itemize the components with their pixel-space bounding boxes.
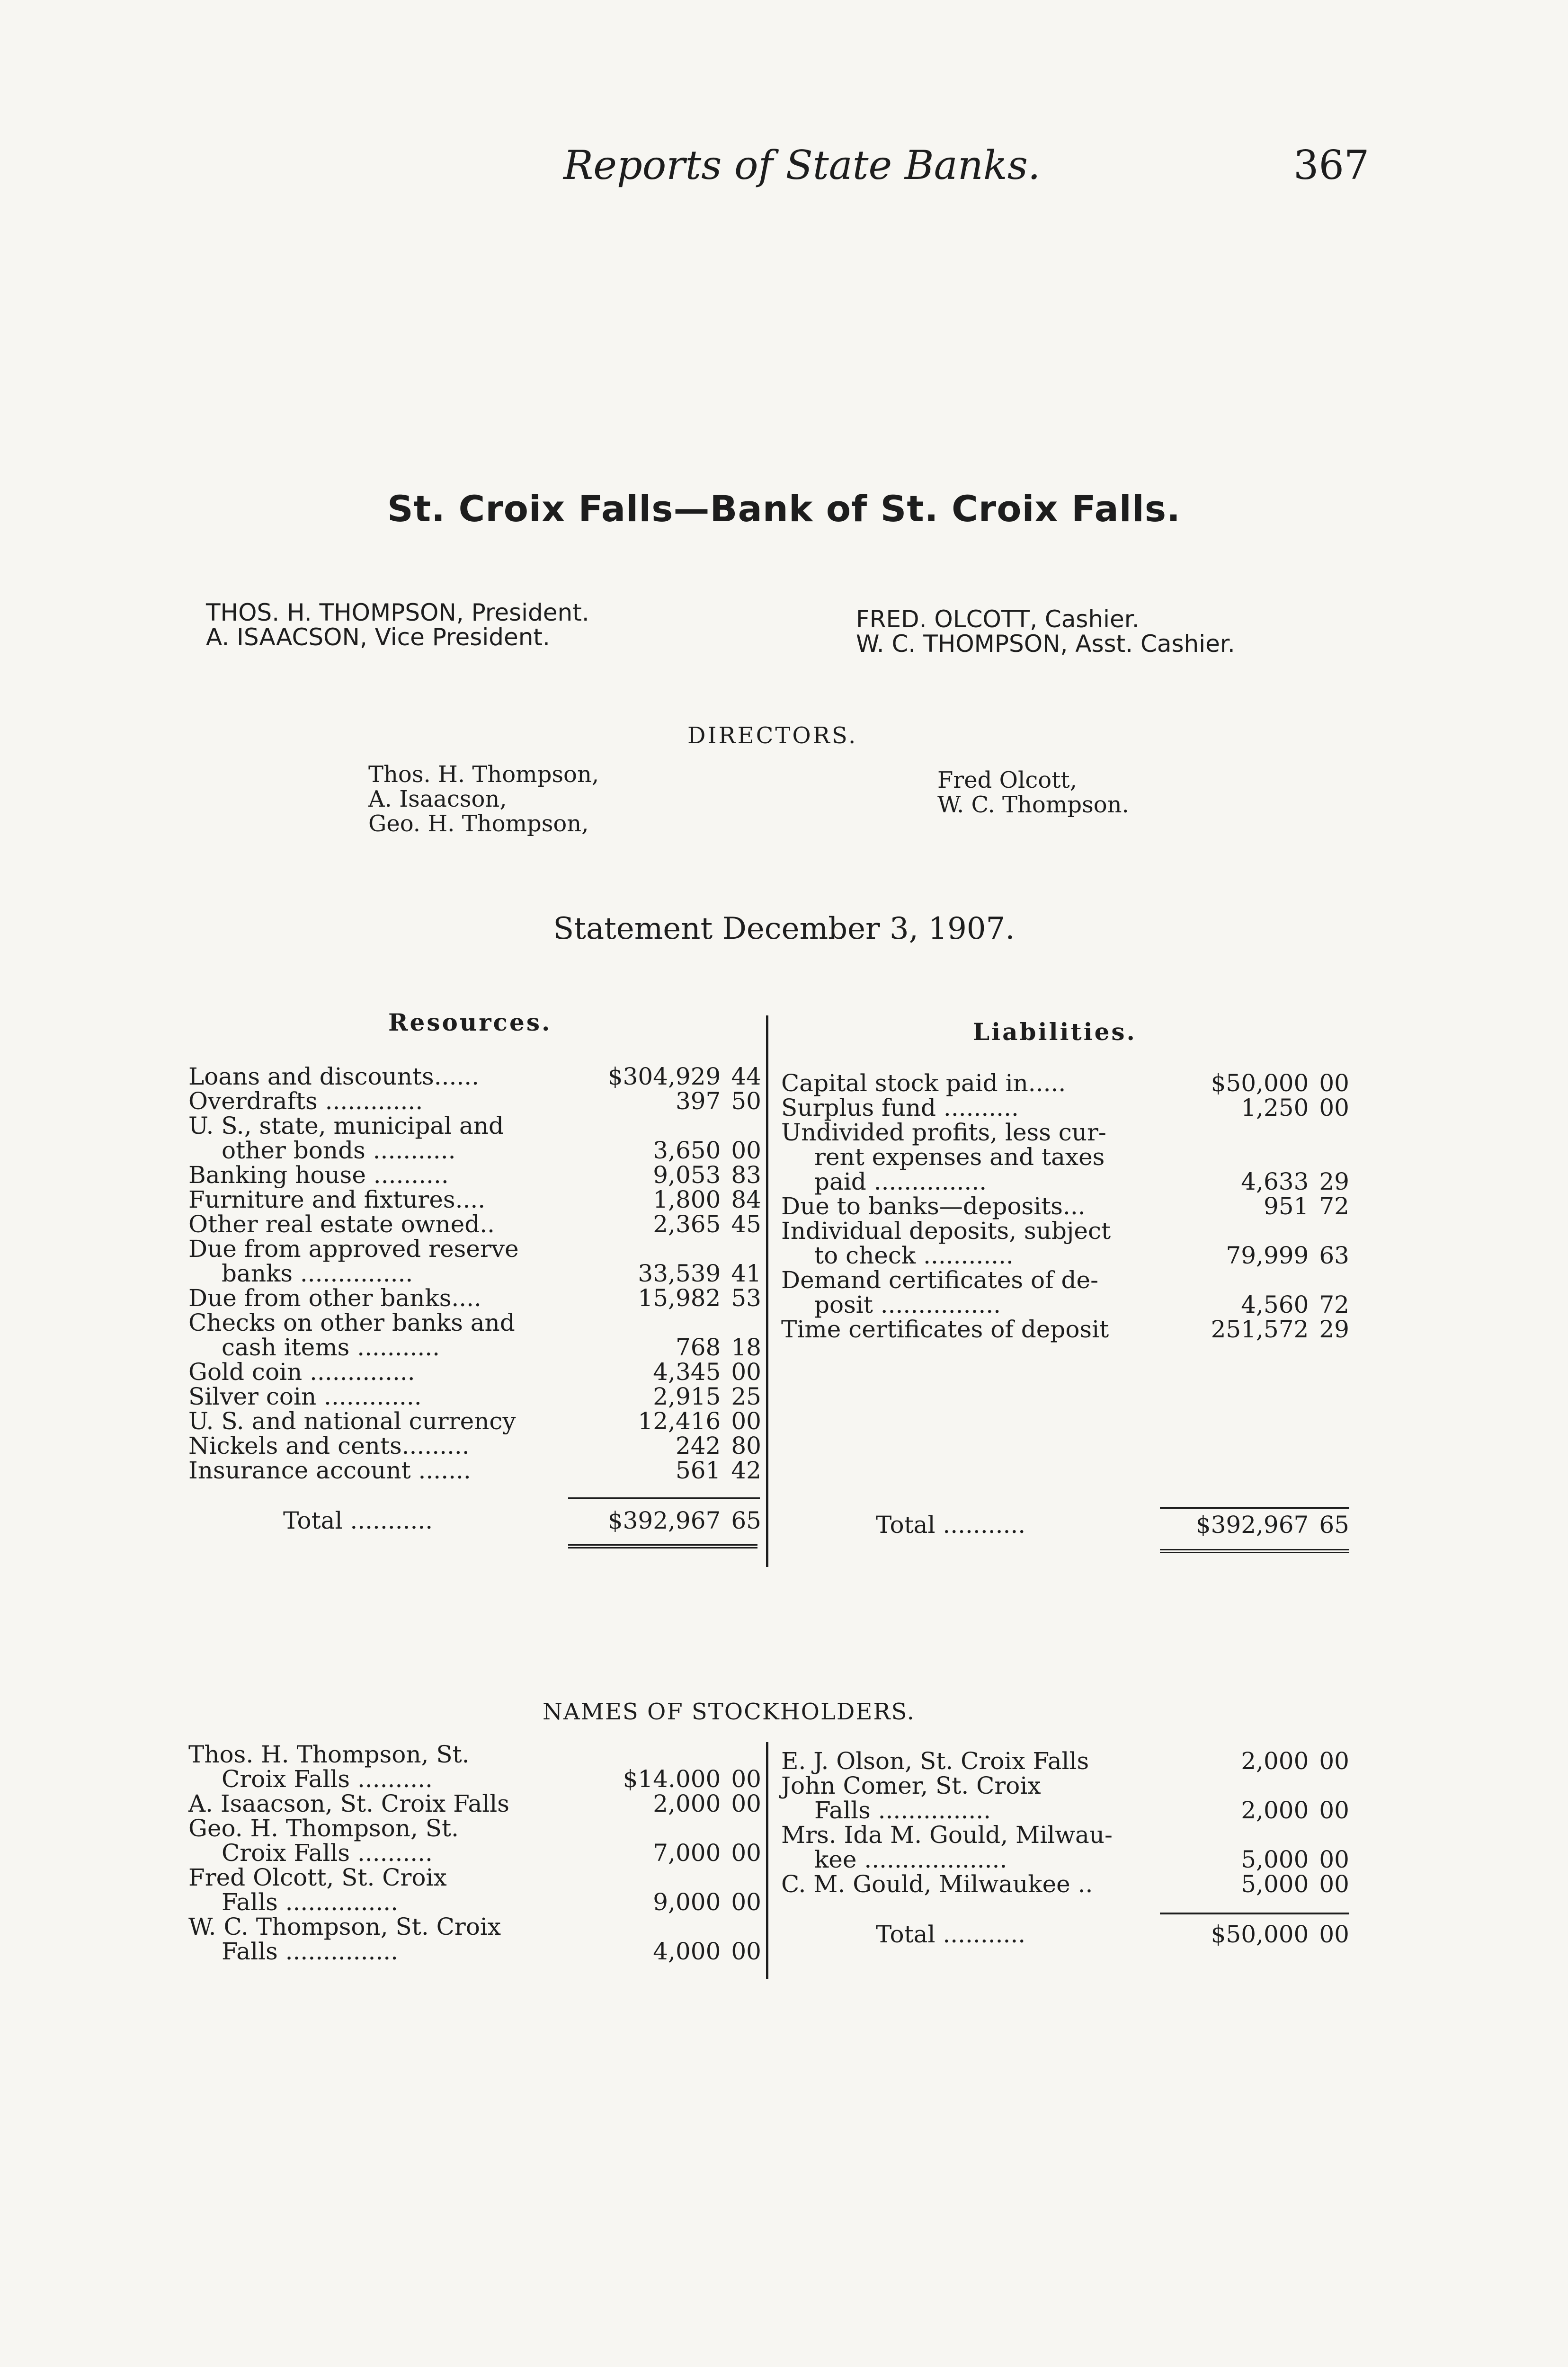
row-cents: 00 (731, 1358, 761, 1386)
row-label: Mrs. Ida M. Gould, Milwau- (781, 1821, 1113, 1849)
row-label: Loans and discounts...... (188, 1063, 480, 1090)
row-dollars: 561 (675, 1457, 721, 1484)
table-row (188, 1458, 761, 1483)
table-row (781, 1071, 1349, 1095)
row-dollars: 2,000 (653, 1790, 721, 1817)
row-dollars (597, 1742, 721, 1767)
row-label: Time certificates of deposit (781, 1316, 1109, 1343)
officer-asst-cashier: W. C. THOMPSON, Asst. Cashier. (856, 630, 1235, 658)
table-row (781, 1194, 1349, 1219)
row-label: Overdrafts ............. (188, 1087, 423, 1115)
officer-cashier: FRED. OLCOTT, Cashier. (856, 605, 1140, 633)
row-cents: 44 (731, 1063, 761, 1090)
stockholders-left-table (188, 1742, 761, 1964)
row-label: Croix Falls .......... (222, 1765, 433, 1793)
row-dollars (597, 1816, 721, 1841)
row-cents (721, 1742, 761, 1767)
table-row (188, 1742, 761, 1767)
total-cents: 65 (731, 1507, 761, 1534)
row-dollars (1185, 1219, 1309, 1243)
row-label: Due from other banks.... (188, 1284, 481, 1312)
row-label: John Comer, St. Croix (781, 1772, 1041, 1799)
row-dollars: 2,000 (1241, 1797, 1309, 1824)
row-cents (721, 1237, 761, 1261)
row-label: Falls ............... (222, 1938, 399, 1965)
table-row (781, 1773, 1349, 1798)
row-label: Banking house .......... (188, 1161, 449, 1189)
row-label: Geo. H. Thompson, St. (188, 1815, 459, 1842)
total-cents: 00 (1319, 1921, 1349, 1948)
row-cents (721, 1310, 761, 1335)
row-label: Demand certificates of de- (781, 1266, 1098, 1294)
row-label: Due to banks—deposits... (781, 1192, 1086, 1220)
table-row (188, 1816, 761, 1841)
row-label: to check ............ (814, 1242, 1014, 1269)
total-row (781, 1513, 1349, 1537)
row-label: Undivided profits, less cur- (781, 1119, 1106, 1146)
total-row (781, 1922, 1349, 1947)
row-dollars (1185, 1773, 1309, 1798)
row-cents: 00 (1319, 1069, 1349, 1097)
row-dollars (1185, 1268, 1309, 1292)
liabilities-total (781, 1513, 1349, 1537)
row-dollars: 4,560 (1241, 1291, 1309, 1318)
row-cents (1309, 1145, 1349, 1169)
row-label: Surplus fund .......... (781, 1094, 1019, 1121)
row-cents: 25 (731, 1383, 761, 1410)
row-cents: 00 (731, 1407, 761, 1435)
row-label: W. C. Thompson, St. Croix (188, 1913, 501, 1940)
table-row (188, 1841, 761, 1865)
column-divider (766, 1015, 768, 1567)
row-dollars: 79,999 (1226, 1242, 1309, 1269)
row-dollars: 4,000 (653, 1938, 721, 1965)
table-row (781, 1292, 1349, 1317)
row-cents: 00 (731, 1938, 761, 1965)
table-row (188, 1384, 761, 1409)
row-cents: 42 (731, 1457, 761, 1484)
row-label: C. M. Gould, Milwaukee .. (781, 1870, 1093, 1898)
director-name: Fred Olcott, (937, 767, 1077, 793)
row-label: cash items ........... (222, 1334, 440, 1361)
row-label: Gold coin .............. (188, 1358, 415, 1386)
director-name: Thos. H. Thompson, (368, 761, 599, 788)
table-row (781, 1749, 1349, 1773)
row-label: Furniture and fixtures.... (188, 1186, 486, 1213)
statement-title: Statement December 3, 1907. (553, 911, 1015, 946)
stockholders-divider (766, 1742, 768, 1979)
table-row (188, 1261, 761, 1286)
total-label: Total ........... (876, 1511, 1026, 1539)
table-row (188, 1409, 761, 1433)
row-label: A. Isaacson, St. Croix Falls (188, 1790, 509, 1817)
liabilities-table (781, 1071, 1349, 1342)
row-label: rent expenses and taxes (814, 1143, 1105, 1171)
row-cents (721, 1865, 761, 1890)
stockholders-sum-rule (1160, 1913, 1349, 1914)
row-label: Fred Olcott, St. Croix (188, 1864, 447, 1891)
officer-vice-president: A. ISAACSON, Vice President. (206, 623, 550, 651)
director-name: Geo. H. Thompson, (368, 810, 589, 837)
row-dollars: 2,000 (1241, 1747, 1309, 1775)
row-dollars: 951 (1263, 1192, 1309, 1220)
row-cents: 00 (1319, 1846, 1349, 1873)
table-row (781, 1145, 1349, 1169)
table-row (188, 1360, 761, 1384)
total-cents: 65 (1319, 1511, 1349, 1539)
row-cents: 00 (1319, 1797, 1349, 1824)
row-dollars: 7,000 (653, 1839, 721, 1867)
table-row (188, 1767, 761, 1791)
liabilities-sum-rule (1160, 1507, 1349, 1509)
row-cents: 41 (731, 1260, 761, 1287)
row-dollars (1185, 1823, 1309, 1847)
row-cents: 00 (731, 1137, 761, 1164)
table-row (188, 1310, 761, 1335)
liabilities-double-rule (1160, 1549, 1349, 1553)
table-row (781, 1847, 1349, 1872)
row-dollars (597, 1310, 721, 1335)
row-cents: 00 (1319, 1870, 1349, 1898)
row-dollars (1185, 1145, 1309, 1169)
table-row (188, 1237, 761, 1261)
row-label: kee ................... (814, 1846, 1007, 1873)
row-cents (1309, 1219, 1349, 1243)
officers-left (206, 600, 589, 650)
director-name: A. Isaacson, (368, 786, 507, 812)
director-name: W. C. Thompson. (937, 792, 1129, 818)
row-label: paid ............... (814, 1168, 987, 1195)
row-cents (721, 1914, 761, 1939)
table-row (781, 1120, 1349, 1145)
row-cents (1309, 1823, 1349, 1847)
row-cents: 00 (731, 1888, 761, 1916)
table-row (781, 1872, 1349, 1896)
table-row (188, 1791, 761, 1816)
row-dollars: 9,053 (653, 1161, 721, 1189)
row-dollars (597, 1865, 721, 1890)
total-label: Total ........... (283, 1507, 433, 1534)
officer-president: THOS. H. THOMPSON, President. (206, 599, 589, 626)
table-row (188, 1865, 761, 1890)
table-row (188, 1890, 761, 1914)
row-label: U. S., state, municipal and (188, 1112, 504, 1139)
directors-right (937, 768, 1129, 817)
row-dollars: 5,000 (1241, 1846, 1309, 1873)
stockholders-right-table (781, 1749, 1349, 1896)
row-dollars: 251,572 (1211, 1316, 1309, 1343)
row-label: other bonds ........... (222, 1137, 456, 1164)
row-dollars: 242 (675, 1432, 721, 1459)
row-label: E. J. Olson, St. Croix Falls (781, 1747, 1089, 1775)
resources-total (188, 1508, 761, 1533)
row-label: Silver coin ............. (188, 1383, 422, 1410)
row-cents: 84 (731, 1186, 761, 1213)
row-cents (721, 1113, 761, 1138)
row-label: Insurance account ....... (188, 1457, 471, 1484)
table-row (188, 1163, 761, 1187)
liabilities-heading: Liabilities. (973, 1018, 1137, 1046)
directors-left (368, 762, 599, 836)
row-label: Falls ............... (222, 1888, 399, 1916)
row-label: Checks on other banks and (188, 1309, 515, 1336)
table-row (781, 1219, 1349, 1243)
table-row (188, 1335, 761, 1360)
row-cents (1309, 1773, 1349, 1798)
stockholders-heading: NAMES OF STOCKHOLDERS. (543, 1699, 915, 1725)
total-dollars: $50,000 (1211, 1921, 1309, 1948)
table-row (781, 1823, 1349, 1847)
table-row (781, 1243, 1349, 1268)
resources-table (188, 1064, 761, 1483)
row-cents: 18 (731, 1334, 761, 1361)
row-cents (721, 1816, 761, 1841)
row-dollars: 4,345 (653, 1358, 721, 1386)
row-dollars: 3,650 (653, 1137, 721, 1164)
row-cents: 00 (1319, 1747, 1349, 1775)
row-cents: 00 (1319, 1094, 1349, 1121)
row-dollars: 4,633 (1241, 1168, 1309, 1195)
row-label: Nickels and cents......... (188, 1432, 470, 1459)
row-dollars: 2,365 (653, 1210, 721, 1238)
row-dollars: 5,000 (1241, 1870, 1309, 1898)
row-dollars (597, 1113, 721, 1138)
table-row (188, 1939, 761, 1964)
row-dollars (597, 1237, 721, 1261)
row-dollars (1185, 1120, 1309, 1145)
row-label: Croix Falls .......... (222, 1839, 433, 1867)
bank-title: St. Croix Falls—Bank of St. Croix Falls. (387, 488, 1181, 530)
table-row (188, 1089, 761, 1113)
row-dollars: $14.000 (623, 1765, 721, 1793)
row-dollars: $304,929 (607, 1063, 721, 1090)
row-dollars: 768 (675, 1334, 721, 1361)
row-cents: 00 (731, 1790, 761, 1817)
row-dollars: 33,539 (638, 1260, 721, 1287)
row-cents: 53 (731, 1284, 761, 1312)
page-number: 367 (1293, 142, 1370, 188)
row-label: banks ............... (222, 1260, 413, 1287)
row-label: Other real estate owned.. (188, 1210, 495, 1238)
resources-heading: Resources. (388, 1008, 552, 1036)
row-dollars: $50,000 (1211, 1069, 1309, 1097)
row-cents: 80 (731, 1432, 761, 1459)
row-label: U. S. and national currency (188, 1407, 516, 1435)
row-cents (1309, 1268, 1349, 1292)
row-cents: 63 (1319, 1242, 1349, 1269)
stockholders-total (781, 1922, 1349, 1947)
row-label: Thos. H. Thompson, St. (188, 1741, 470, 1768)
table-row (781, 1798, 1349, 1823)
row-cents: 72 (1319, 1192, 1349, 1220)
table-row (188, 1138, 761, 1163)
table-row (781, 1095, 1349, 1120)
table-row (188, 1286, 761, 1310)
total-label: Total ........... (876, 1921, 1026, 1948)
table-row (781, 1169, 1349, 1194)
table-row (188, 1433, 761, 1458)
table-row (188, 1212, 761, 1237)
row-cents: 83 (731, 1161, 761, 1189)
row-cents (1309, 1120, 1349, 1145)
directors-heading: DIRECTORS. (687, 722, 858, 749)
table-row (188, 1187, 761, 1212)
row-cents: 29 (1319, 1316, 1349, 1343)
row-dollars: 12,416 (638, 1407, 721, 1435)
row-dollars: 1,800 (653, 1186, 721, 1213)
row-label: Falls ............... (814, 1797, 991, 1824)
row-label: Individual deposits, subject (781, 1217, 1111, 1245)
resources-double-rule (568, 1544, 757, 1548)
row-dollars: 1,250 (1241, 1094, 1309, 1121)
row-label: posit ................ (814, 1291, 1001, 1318)
row-label: Capital stock paid in..... (781, 1069, 1066, 1097)
row-cents: 00 (731, 1839, 761, 1867)
officers-right (856, 607, 1235, 656)
table-row (781, 1317, 1349, 1342)
row-cents: 50 (731, 1087, 761, 1115)
running-title: Reports of State Banks. (563, 142, 1041, 188)
row-cents: 29 (1319, 1168, 1349, 1195)
table-row (188, 1064, 761, 1089)
row-dollars: 15,982 (638, 1284, 721, 1312)
row-dollars (597, 1914, 721, 1939)
table-row (781, 1268, 1349, 1292)
row-cents: 45 (731, 1210, 761, 1238)
row-label: Due from approved reserve (188, 1235, 519, 1263)
row-dollars: 9,000 (653, 1888, 721, 1916)
resources-sum-rule (568, 1497, 760, 1499)
row-cents: 00 (731, 1765, 761, 1793)
table-row (188, 1113, 761, 1138)
total-dollars: $392,967 (1195, 1511, 1309, 1539)
row-dollars: 2,915 (653, 1383, 721, 1410)
total-row (188, 1508, 761, 1533)
row-dollars: 397 (675, 1087, 721, 1115)
row-cents: 72 (1319, 1291, 1349, 1318)
table-row (188, 1914, 761, 1939)
total-dollars: $392,967 (607, 1507, 721, 1534)
